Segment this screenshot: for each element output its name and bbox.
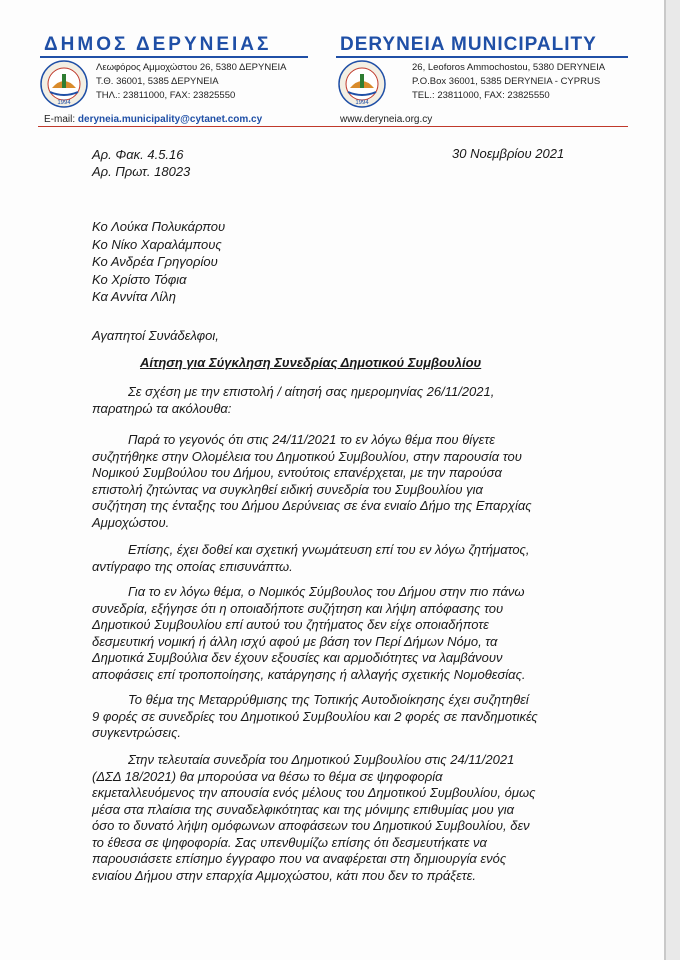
paragraph-line: μέσα στα πλαίσια της συναδελφικότητας και της μόνιμης επιθυμίας μου για — [92, 801, 515, 817]
municipality-title-english: DERYNEIA MUNICIPALITY — [340, 34, 597, 55]
paragraph-line: συζητήθηκε στην Ολομέλεια του Δημοτικού Συμβουλίου, στην παρουσία του — [92, 448, 522, 464]
letter-subject: Αίτηση για Σύγκληση Συνεδρίας Δημοτικού Συμβουλίου — [140, 355, 482, 370]
seal-year: 1994 — [355, 100, 369, 106]
paragraph-line: Δημοτικού Συμβουλίου επί αυτού του ζητήματος δεν είχε οποιαδήποτε — [92, 617, 489, 632]
paragraph-line: συζήτηση της ένταξης του Δήμου Δερύνειας σε ένα ενιαίο Δήμο της Επαρχίας — [92, 498, 532, 513]
paragraph-line: συγκεντρώσεις. — [92, 725, 182, 740]
letter-date: 30 Νοεμβρίου 2021 — [452, 146, 565, 161]
paragraph-line: το έθεσα σε ψηφοφορία. Σας υπενθυμίζω επίσης ότι δεσμευτήκατε να — [92, 834, 487, 850]
paragraph-line: δεσμευτική νομική ή άλλη ισχύ αφού με βάση τον Περί Δήμων Νόμο, τα — [92, 633, 498, 649]
paragraph-line: αντίγραφο της οποίας επισυνάπτω. — [92, 558, 293, 574]
paragraph-line: Αμμοχώστου. — [92, 514, 170, 530]
website-contact — [340, 114, 432, 125]
recipient: Κο Νίκο Χαραλάμπους — [92, 236, 222, 252]
header-rule-right — [336, 56, 628, 58]
municipality-title-greek: ΔΗΜΟΣ ΔΕΡΥΝΕΙΑΣ — [44, 34, 272, 55]
file-reference: Αρ. Φακ. 4.5.16 — [92, 147, 184, 162]
paragraph-line: αποφάσεις επί τροποποίησης, κατάργησης ή αλλαγής σχετικής Νομοθεσίας. — [92, 666, 526, 682]
body-paragraph — [92, 542, 576, 575]
body-paragraph — [92, 692, 576, 742]
municipality-seal-icon — [40, 60, 88, 108]
paragraph-line: Σε σχέση με την επιστολή / αίτησή σας ημερομηνίας 26/11/2021, — [128, 384, 495, 399]
email-label: E-mail: — [44, 114, 76, 125]
paragraph-line: όσο το δυνατό λήψη ομόφωνων αποφάσεων του Δημοτικού Συμβουλίου, δεν — [92, 818, 530, 833]
paragraph-line: 9 φορές σε συνεδρίες του Δημοτικού Συμβουλίου και 2 φορές σε πανδημοτικές — [92, 708, 538, 724]
header-rule-left — [40, 56, 308, 58]
protocol-reference: Αρ. Πρωτ. 18023 — [92, 164, 191, 179]
address-greek — [96, 61, 287, 103]
paragraph-line: συνεδρία, εξήγησε ότι η οποιαδήποτε συζήτηση και λήψη απόφασης του — [92, 600, 504, 616]
seal-year: 1994 — [57, 100, 71, 106]
paragraph-line: επιστολή ζητώντας να συγκληθεί ειδική συνεδρία του Συμβουλίου για — [92, 481, 483, 497]
body-paragraph — [92, 584, 576, 683]
recipient: Κο Χρίστο Τόφια — [92, 271, 187, 287]
recipient: Κο Ανδρέα Γρηγορίου — [92, 254, 218, 270]
email-contact — [44, 114, 262, 125]
reference-block — [92, 146, 190, 180]
paragraph-line: Νομικού Συμβούλου του Δήμου, εντούτοις επανέρχεται, με την παρούσα — [92, 465, 502, 480]
page-edge-shadow — [664, 0, 680, 960]
municipality-seal-icon — [338, 60, 386, 108]
header-bottom-rule — [38, 126, 628, 127]
body-paragraph — [92, 752, 576, 884]
address-line: TEL.: 23811000, FAX: 23825550 — [412, 90, 550, 101]
paragraph-line: Δημοτικά Συμβούλια δεν έχουν εξουσίες και αρμοδιότητες να λαμβάνουν — [92, 650, 503, 665]
website-link[interactable]: www.deryneia.org.cy — [340, 114, 433, 125]
address-line: Λεωφόρος Αμμοχώστου 26, 5380 ΔΕΡΥΝΕΙΑ — [96, 62, 287, 73]
body-paragraph — [92, 432, 576, 531]
address-english — [412, 61, 605, 103]
address-line: 26, Leoforos Ammochostou, 5380 DERYNEIA — [412, 62, 606, 73]
address-line: Τ.Θ. 36001, 5385 ΔΕΡΥΝΕΙΑ — [96, 76, 219, 87]
address-line: P.O.Box 36001, 5385 DERYNEIA - CYPRUS — [412, 76, 601, 87]
body-paragraph — [92, 384, 576, 417]
paragraph-line: παρουσιάσετε επίσημο έγγραφο που να αναφέρεται στη δημιουργία ενός — [92, 851, 507, 866]
paragraph-line: ενιαίου Δήμου στην επαρχία Αμμοχώστου, κάτι που δεν το πράξετε. — [92, 867, 476, 883]
recipient: Κο Λούκα Πολυκάρπου — [92, 219, 226, 234]
paragraph-line: (ΔΣΔ 18/2021) θα μπορούσα να θέσω το θέμα σε ψηφοφορία — [92, 768, 443, 784]
salutation: Αγαπητοί Συνάδελφοι, — [92, 328, 219, 343]
recipients-list — [92, 218, 225, 306]
email-link[interactable]: deryneia.municipality@cytanet.com.cy — [77, 114, 263, 125]
paragraph-line: παρατηρώ τα ακόλουθα: — [92, 400, 232, 416]
paragraph-line: εκμεταλλευόμενος την απουσία ενός μέλους του Δημοτικού Συμβουλίου, όμως — [92, 785, 536, 800]
paragraph-line: Παρά το γεγονός ότι στις 24/11/2021 το εν λόγω θέμα που θίγετε — [128, 432, 495, 447]
paragraph-line: Για το εν λόγω θέμα, ο Νομικός Σύμβουλος του Δήμου στην πιο πάνω — [128, 584, 525, 599]
address-line: ΤΗΛ.: 23811000, FAX: 23825550 — [96, 90, 236, 101]
recipient: Κα Αννίτα Λίλη — [92, 289, 177, 305]
paragraph-line: Στην τελευταία συνεδρία του Δημοτικού Συμβουλίου στις 24/11/2021 — [128, 752, 515, 767]
paragraph-line: Το θέμα της Μεταρρύθμισης της Τοπικής Αυτοδιοίκησης έχει συζητηθεί — [128, 692, 529, 707]
paragraph-line: Επίσης, έχει δοθεί και σχετική γνωμάτευση επί του εν λόγω ζητήματος, — [128, 542, 530, 557]
